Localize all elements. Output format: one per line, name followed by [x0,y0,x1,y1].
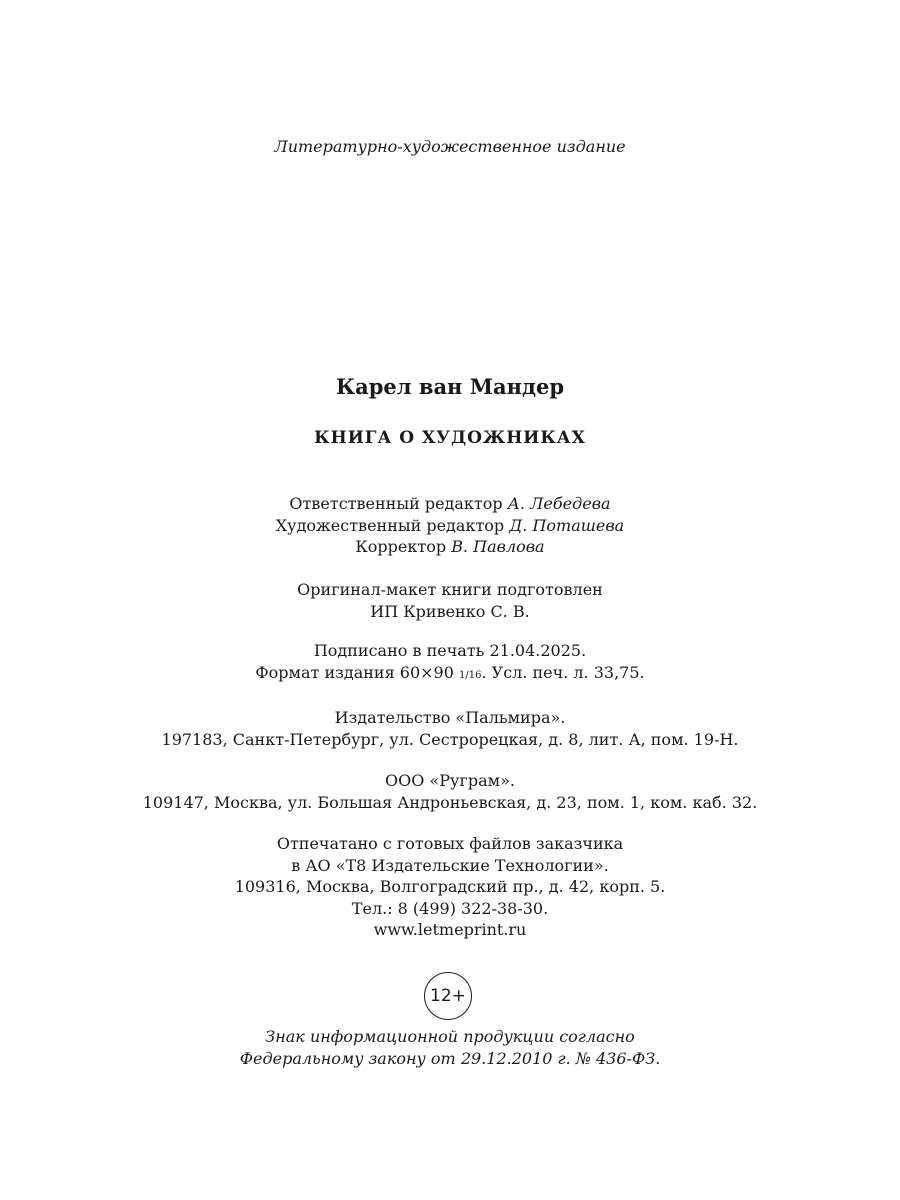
distributor-block [0,770,900,813]
printer-phone: Тел.: 8 (499) 322-38-30. [351,898,549,918]
author-name: Карел ван Мандер [335,374,565,399]
format-line [0,662,900,687]
signed-date: Подписано в печать 21.04.2025. [313,641,587,660]
editor-label: Ответственный редактор [289,494,503,513]
layout-line-1: Оригинал-макет книги подготовлен [297,580,603,599]
law-notice-line-1: Знак информационной продукции согласно [265,1027,635,1046]
editor-line [0,493,900,515]
layout-line-2: ИП Кривенко С. В. [370,601,530,621]
edition-type: Литературно-художественное издание [274,137,626,156]
proofreader-label: Корректор [355,537,447,556]
layout-block [0,579,900,622]
editor-name: А. Лебедева [507,494,611,513]
law-notice-line-2: Федеральному закону от 29.12.2010 г. № 436-ФЗ. [239,1048,661,1068]
art-editor-label: Художественный редактор [275,515,505,535]
law-notice [0,1026,900,1069]
publisher-block [0,707,900,750]
print-info-block [0,640,900,686]
proofreader-name: В. Павлова [451,537,545,556]
format-fraction: 1/16 [458,669,482,681]
art-editor-line [0,515,900,537]
format-prefix: Формат издания 60×90 [255,662,454,682]
age-rating-badge: 12+ [424,972,472,1020]
printer-line-1: Отпечатано с готовых файлов заказчика [276,834,624,853]
distributor-name: ООО «Руграм». [385,771,515,790]
proofreader-line [0,536,900,558]
printer-address: 109316, Москва, Волгоградский пр., д. 42, корп. 5. [234,877,666,896]
publisher-address: 197183, Санкт-Петербург, ул. Сестрорецкая, д. 8, лит. А, пом. 19-Н. [161,729,739,749]
printer-line-2: в АО «Т8 Издательские Технологии». [291,855,609,875]
distributor-address: 109147, Москва, ул. Большая Андроньевская, д. 23, пом. 1, ком. каб. 32. [142,792,758,812]
art-editor-name: Д. Поташева [509,515,625,535]
format-suffix: . Усл. печ. л. 33,75. [481,662,645,682]
book-title: КНИГА О ХУДОЖНИКАХ [314,428,586,448]
printer-website: www.letmeprint.ru [373,920,527,939]
publisher-name: Издательство «Пальмира». [334,708,566,727]
printer-block [0,833,900,941]
credits-block [0,493,900,558]
